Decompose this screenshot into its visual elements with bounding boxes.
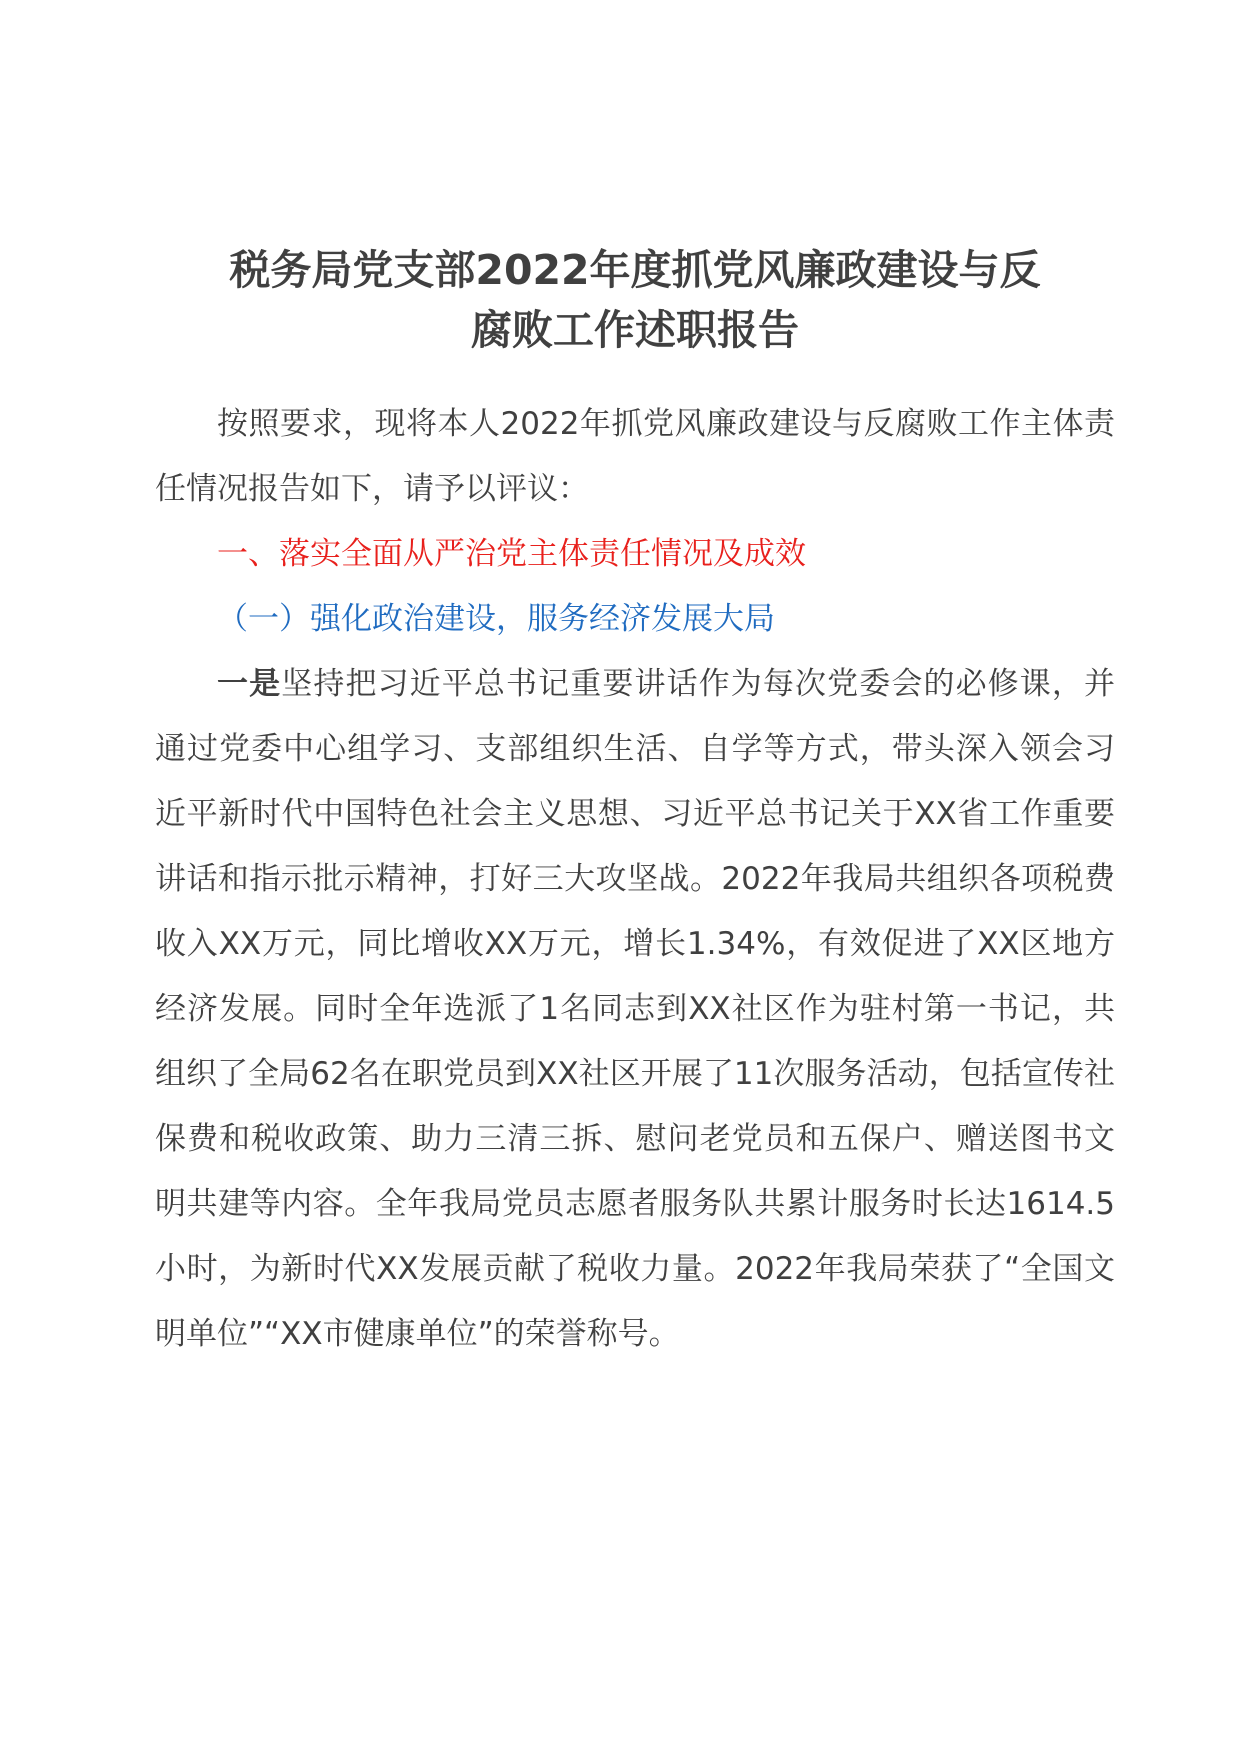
intro-paragraph: 按照要求，现将本人2022年抓党风廉政建设与反腐败工作主体责任情况报告如下，请予以评议： (155, 406, 1115, 507)
paragraph-body: 坚持把习近平总书记重要讲话作为每次党委会的必修课，并通过党委中心组学习、支部组织生活、自学等方式，带头深入领会习近平新时代中国特色社会主义思想、习近平总书记关于XX省工作重要讲话和指示批示精神，打好三大攻坚战。2022年我局共组织各项税费收入XX万元，同比增收XX万元，增长1.34%，有效促进了XX区地方经济发展。同时全年选派了1名同志到XX社区作为驻村第一书记，共组织了全局62名在职党员到XX社区开展了11次服务活动，包括宣传社保费和税收政策、助力三清三拆、慰问老党员和五保户、赠送图书文明共建等内容。全年我局党员志愿者服务队共累计服务时长达1614.5小时，为新时代XX发展贡献了税收力量。2022年我局荣获了“全国文明单位”“XX市健康单位”的荣誉称号。 (155, 666, 1116, 1352)
document-page (155, 240, 1115, 1367)
document-title (155, 240, 1115, 360)
document-title-line-1: 税务局党支部2022年度抓党风廉政建设与反 (229, 246, 1041, 294)
section-heading-1: 一、落实全面从严治党主体责任情况及成效 (217, 536, 806, 572)
subsection-heading-1: （一）强化政治建设，服务经济发展大局 (217, 601, 775, 637)
document-title-line-2: 腐败工作述职报告 (471, 306, 799, 354)
paragraph-lead: 一是 (217, 666, 282, 702)
body-paragraph-1 (155, 652, 1115, 1367)
